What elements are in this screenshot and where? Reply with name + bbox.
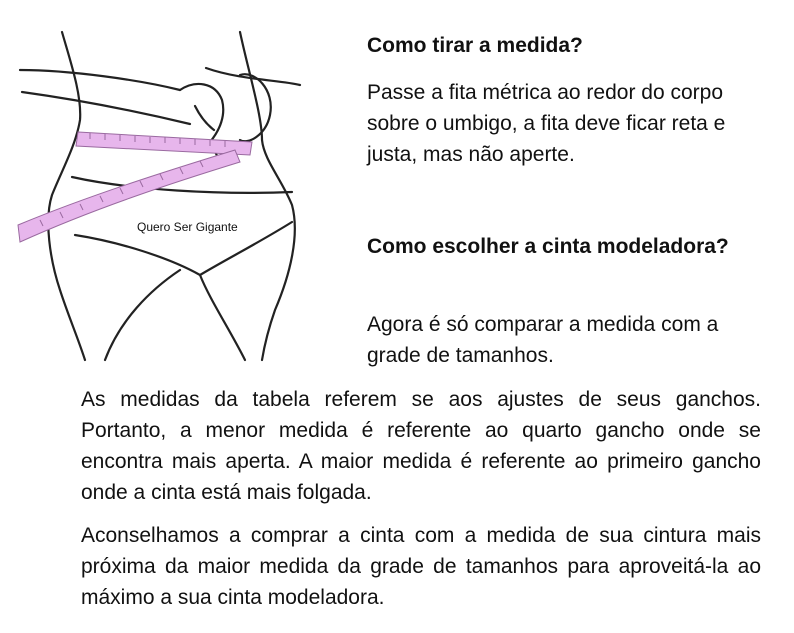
illustration-caption: Quero Ser Gigante xyxy=(137,220,238,234)
choose-instructions: Agora é só comparar a medida com a grade de tamanhos. xyxy=(367,313,719,367)
hooks-explanation-paragraph: As medidas da tabela referem se aos ajustes de seus ganchos. Portanto, a menor medida é referente ao quarto gancho onde se encontra mais aperta. A maior medida é referente ao primeiro gancho onde a cinta está mais folgada. xyxy=(81,388,761,504)
waist-measurement-illustration xyxy=(0,20,345,365)
measure-instructions: Passe a fita métrica ao redor do corpo sobre o umbigo, a fita deve ficar reta e justa, mas não aperte. xyxy=(367,81,726,166)
body-outline-drawing xyxy=(0,20,345,365)
heading-how-to-measure: Como tirar a medida? xyxy=(367,34,583,57)
heading-how-to-choose: Como escolher a cinta modeladora? xyxy=(367,235,729,258)
recommendation-paragraph: Aconselhamos a comprar a cinta com a medida de sua cintura mais próxima da maior medida da grade de tamanhos para aproveitá-la ao máximo a sua cinta modeladora. xyxy=(81,524,761,609)
